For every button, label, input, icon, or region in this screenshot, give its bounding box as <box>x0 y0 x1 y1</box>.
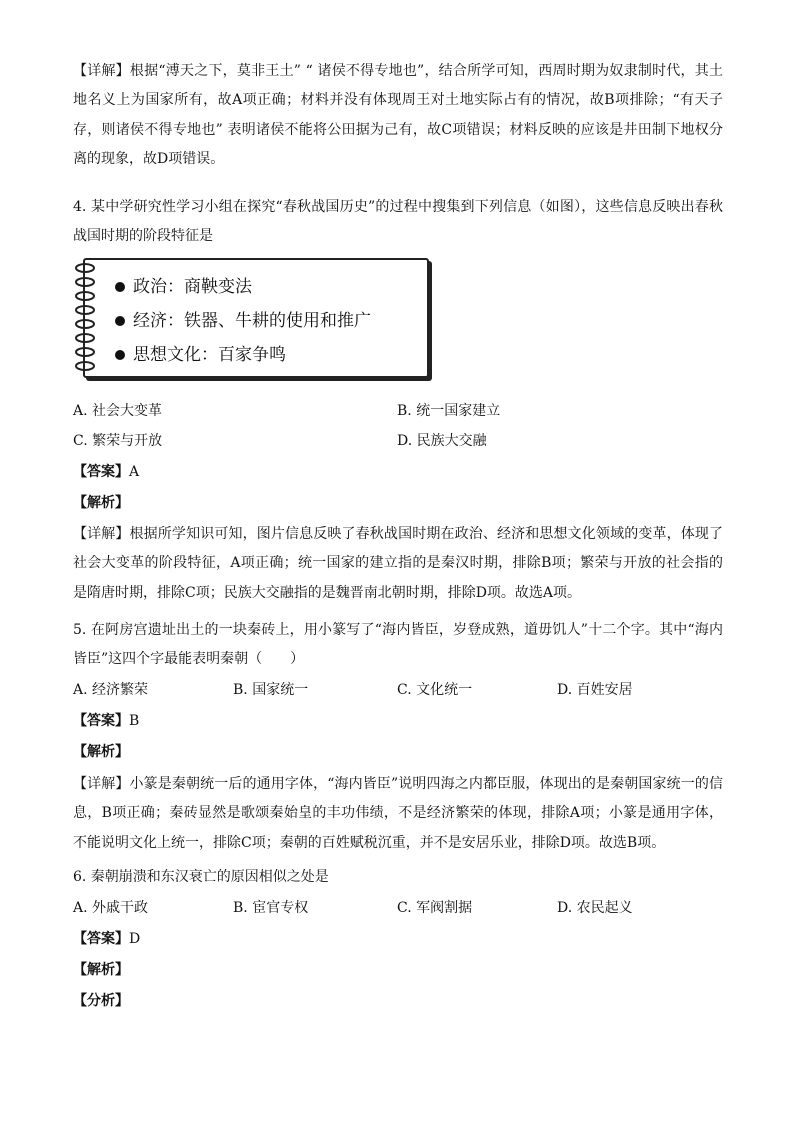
q5-option-d: D. 百姓安居 <box>557 682 633 698</box>
q6-option-b: B. 宦官专权 <box>233 900 309 916</box>
q3-detail: 【详解】根据“溥天之下，莫非王土” “ 诸侯不得专地也”，结合所学可知，西周时期为奴隶制时代，其土地名义上为国家所有，故A项正确；材料并没有体现周王对土地实际占有的情况，故B项排除；“有天子存，则诸侯不得专地也” 表明诸侯不能将公田据为己有，故C项错误；材料反映的应该是井田制下地权分离的现象，故D项错误。 <box>73 63 723 168</box>
q5-analysis-label: 【解析】 <box>73 744 129 760</box>
q4-detail: 【详解】根据所学知识可知，图片信息反映了春秋战国时期在政治、经济和思想文化领域的变革，体现了社会大变革的阶段特征，A项正确；统一国家的建立指的是秦汉时期，排除B项；繁荣与开放的社会指的是隋唐时期，排除C项；民族大交融指的是魏晋南北朝时期，排除D项。故选A项。 <box>73 526 723 601</box>
q6-stem: 6. 秦朝崩溃和东汉衰亡的原因相似之处是 <box>73 869 329 885</box>
notebook-row-text: 思想文化：百家争鸣 <box>133 345 286 365</box>
notebook-row <box>115 306 371 331</box>
q6-analysis-label: 【解析】 <box>73 962 129 978</box>
spiral-binding-icon <box>73 262 97 374</box>
q5-detail: 【详解】小篆是秦朝统一后的通用字体，“海内皆臣”说明四海之内都臣服，体现出的是秦朝国家统一的信息，B项正确；秦砖显然是歌颂秦始皇的丰功伟绩，不是经济繁荣的体现，排除A项；小篆是通用字体，不能说明文化上统一，排除C项；秦朝的百姓赋税沉重，并不是安居乐业，排除D项。故选B项。 <box>73 776 723 851</box>
answer-label: 【答案】 <box>73 464 129 480</box>
q4-analysis-label: 【解析】 <box>73 495 129 511</box>
q4-notebook-figure <box>73 256 429 378</box>
q6-fenxi-label: 【分析】 <box>73 993 129 1009</box>
q4-answer <box>73 462 139 482</box>
q5-answer <box>73 711 139 731</box>
q4-option-b: B. 统一国家建立 <box>397 403 501 419</box>
q5-option-b: B. 国家统一 <box>233 682 309 698</box>
notebook-row <box>115 272 252 297</box>
q4-option-d: D. 民族大交融 <box>397 433 487 449</box>
q4-option-c: C. 繁荣与开放 <box>73 433 163 449</box>
q6-option-c: C. 军阀割据 <box>397 900 473 916</box>
q5-stem: 5. 在阿房宫遗址出土的一块秦砖上，用小篆写了“海内皆臣，岁登成熟，道毋饥人”十二个字。其中“海内皆臣”这四个字最能表明秦朝（ ） <box>73 622 723 668</box>
answer-value: A <box>129 464 140 480</box>
q6-option-d: D. 农民起义 <box>557 900 633 916</box>
bullet-icon <box>115 316 125 326</box>
q4-option-a: A. 社会大变革 <box>73 403 163 419</box>
answer-value: D <box>129 931 141 947</box>
notebook-row-text: 经济：铁器、牛耕的使用和推广 <box>133 311 371 331</box>
q6-answer <box>73 929 140 949</box>
q5-option-a: A. 经济繁荣 <box>73 682 149 698</box>
notebook-row-text: 政治：商鞅变法 <box>133 277 252 297</box>
answer-label: 【答案】 <box>73 931 129 947</box>
answer-value: B <box>129 713 140 729</box>
q6-option-a: A. 外戚干政 <box>73 900 149 916</box>
bullet-icon <box>115 350 125 360</box>
notebook-row <box>115 340 286 365</box>
bullet-icon <box>115 282 125 292</box>
q4-stem: 4. 某中学研究性学习小组在探究“春秋战国历史”的过程中搜集到下列信息（如图），这些信息反映出春秋战国时期的阶段特征是 <box>73 199 723 245</box>
q5-option-c: C. 文化统一 <box>397 682 473 698</box>
answer-label: 【答案】 <box>73 713 129 729</box>
